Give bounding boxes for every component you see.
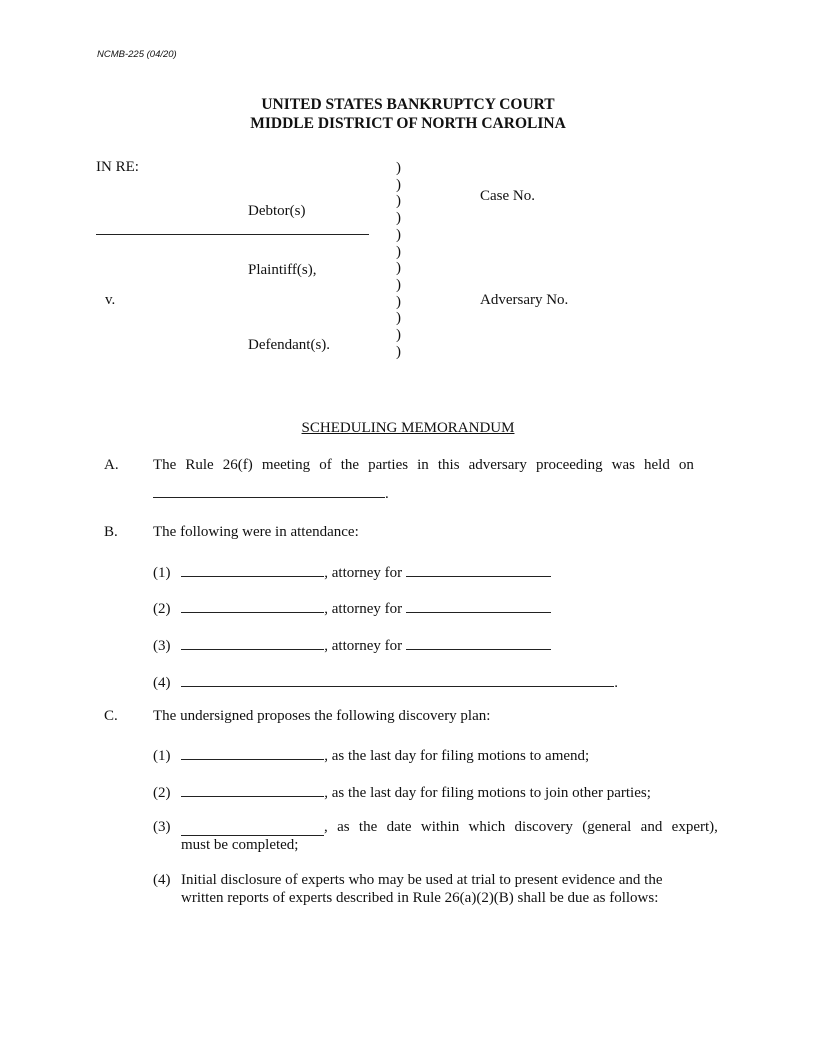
form-id: NCMB-225 (04/20): [97, 49, 177, 60]
attendance-item-4: [153, 672, 618, 692]
word: on: [678, 457, 694, 473]
paren: ): [396, 226, 401, 243]
word: The: [153, 457, 177, 473]
attorney-for-text: , attorney for: [324, 565, 403, 581]
word: proceeding: [535, 457, 603, 473]
caption-parentheses-column: [396, 160, 410, 360]
word: ,: [324, 819, 328, 835]
item-number: (2): [153, 785, 171, 801]
discovery-item-4-line1: Initial disclosure of experts who may be used at trial to present evidence and the: [181, 872, 663, 888]
paren: ): [396, 327, 401, 344]
discovery-completion-blank[interactable]: [181, 821, 324, 836]
discovery-item-3-line1: [181, 819, 718, 836]
word: Rule: [185, 457, 214, 473]
discovery-item-3-number: (3): [153, 819, 171, 835]
paren: ): [396, 243, 401, 260]
attorney-for-text: , attorney for: [324, 601, 403, 617]
attendee-name-blank[interactable]: [181, 562, 324, 577]
discovery-item-4-line2: written reports of experts described in Rule 26(a)(2)(B) shall be due as follows:: [181, 890, 659, 906]
attendee-name-blank[interactable]: [181, 635, 324, 650]
court-district: MIDDLE DISTRICT OF NORTH CAROLINA: [250, 115, 566, 132]
attendance-item-1: [153, 562, 551, 582]
in-re-label: IN RE:: [96, 159, 139, 175]
item-number: (4): [153, 675, 171, 691]
word: discovery: [514, 819, 573, 835]
document-title-text: SCHEDULING MEMORANDUM: [301, 420, 515, 436]
word: the: [340, 457, 360, 473]
amend-deadline-text: , as the last day for filing motions to amend;: [324, 748, 590, 764]
period: .: [614, 675, 618, 691]
word: adversary: [468, 457, 527, 473]
debtor-signature-line: [96, 234, 369, 235]
word: expert),: [671, 819, 718, 835]
versus-label: v.: [105, 292, 116, 308]
item-number: (3): [153, 638, 171, 654]
word: was: [611, 457, 635, 473]
discovery-item-2: [153, 782, 651, 802]
paren: ): [396, 210, 401, 227]
case-no-label: Case No.: [480, 188, 535, 204]
plaintiff-label: Plaintiff(s),: [248, 262, 317, 278]
discovery-item-3-words: [324, 819, 718, 836]
paren: ): [396, 160, 401, 176]
court-name: UNITED STATES BANKRUPTCY COURT: [261, 96, 555, 113]
discovery-item-4-number: (4): [153, 872, 171, 888]
attendee-name-blank[interactable]: [181, 598, 324, 613]
paren: ): [396, 293, 401, 310]
paren: ): [396, 176, 401, 193]
paren: ): [396, 310, 401, 327]
discovery-item-1: [153, 745, 589, 765]
word: as: [337, 819, 350, 835]
word: and: [640, 819, 663, 835]
word: this: [437, 457, 460, 473]
word: date: [386, 819, 412, 835]
period: .: [385, 486, 389, 502]
attendance-item-3: [153, 635, 551, 655]
paren: ): [396, 276, 401, 293]
join-parties-text: , as the last day for filing motions to join other parties;: [324, 785, 651, 801]
paren: ): [396, 343, 401, 360]
item-number: (1): [153, 748, 171, 764]
section-c-label: C.: [104, 708, 118, 724]
word: meeting: [261, 457, 311, 473]
word: in: [417, 457, 429, 473]
represented-party-blank[interactable]: [406, 598, 551, 613]
represented-party-blank[interactable]: [406, 635, 551, 650]
other-attendee-blank[interactable]: [181, 672, 614, 687]
word: 26(f): [222, 457, 253, 473]
paren: ): [396, 260, 401, 277]
paren: ): [396, 193, 401, 210]
word: within: [420, 819, 460, 835]
represented-party-blank[interactable]: [406, 562, 551, 577]
word: (general: [582, 819, 632, 835]
attendance-item-2: [153, 598, 551, 618]
section-a-text: [153, 457, 694, 474]
defendant-label: Defendant(s).: [248, 337, 331, 353]
word: held: [644, 457, 670, 473]
section-b-text: The following were in attendance:: [153, 524, 359, 540]
item-number: (2): [153, 601, 171, 617]
section-c-text: The undersigned proposes the following discovery plan:: [153, 708, 491, 724]
section-b-label: B.: [104, 524, 118, 540]
meeting-date-blank[interactable]: [153, 483, 385, 498]
attorney-for-text: , attorney for: [324, 638, 403, 654]
word: which: [468, 819, 506, 835]
amend-deadline-blank[interactable]: [181, 745, 324, 760]
meeting-date-row: [153, 483, 389, 503]
word: of: [319, 457, 332, 473]
word: parties: [368, 457, 409, 473]
join-parties-deadline-blank[interactable]: [181, 782, 324, 797]
section-a-label: A.: [104, 457, 119, 473]
item-number: (1): [153, 565, 171, 581]
adversary-no-label: Adversary No.: [480, 292, 569, 308]
document-title: [0, 420, 816, 437]
word: the: [358, 819, 378, 835]
debtor-label: Debtor(s): [248, 203, 306, 219]
discovery-item-3-line2: must be completed;: [181, 837, 299, 853]
